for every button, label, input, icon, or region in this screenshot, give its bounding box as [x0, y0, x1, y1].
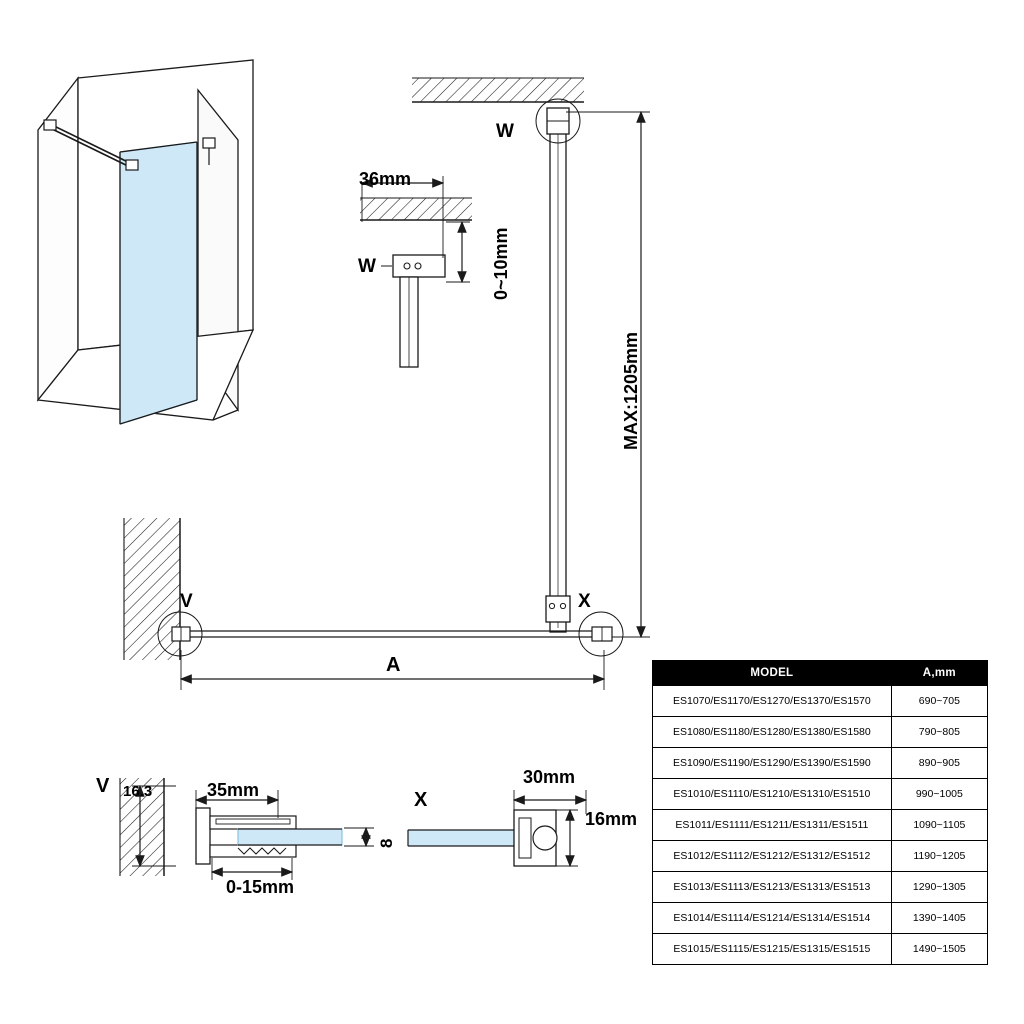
x-section-detail — [408, 790, 586, 866]
table-header-a: A,mm — [891, 661, 987, 686]
table-row — [653, 810, 988, 841]
table-cell-model: ES1011/ES1111/ES1211/ES1311/ES1511 — [653, 810, 892, 841]
table-cell-model: ES1010/ES1110/ES1210/ES1310/ES1510 — [653, 779, 892, 810]
table-cell-model: ES1070/ES1170/ES1270/ES1370/ES1570 — [653, 686, 892, 717]
dim-bar-length: 36mm — [359, 169, 412, 189]
table-cell-a: 1290~1305 — [891, 872, 987, 903]
dim-profile-height: 16.3 — [123, 783, 153, 800]
table-header-model: MODEL — [653, 661, 892, 686]
table-cell-a: 890~905 — [891, 748, 987, 779]
table-cell-model: ES1080/ES1180/ES1280/ES1380/ES1580 — [653, 717, 892, 748]
table-row — [653, 686, 988, 717]
table-row — [653, 779, 988, 810]
dim-glass-thickness: 8 — [377, 838, 396, 848]
table-cell-a: 990~1005 — [891, 779, 987, 810]
table-cell-model: ES1012/ES1112/ES1212/ES1312/ES1512 — [653, 841, 892, 872]
table-row — [653, 903, 988, 934]
dim-wall-adjust: 0-15mm — [226, 877, 295, 897]
dim-a: A — [386, 654, 401, 676]
table-cell-a: 1390~1405 — [891, 903, 987, 934]
table-header-row — [653, 661, 988, 686]
dim-end-profile-width: 30mm — [523, 767, 576, 787]
w-detail-view — [360, 176, 472, 367]
label-v-section: V — [96, 775, 110, 797]
table-cell-model: ES1013/ES1113/ES1213/ES1313/ES1513 — [653, 872, 892, 903]
dim-max-height: MAX:1205mm — [621, 331, 641, 450]
table-row — [653, 872, 988, 903]
model-dimension-table — [652, 660, 988, 965]
table-row — [653, 934, 988, 965]
table-cell-a: 1190~1205 — [891, 841, 987, 872]
label-x-section: X — [414, 789, 428, 811]
dim-profile-width: 35mm — [207, 780, 260, 800]
label-w-elevation: W — [496, 121, 514, 142]
label-w-detail: W — [358, 256, 376, 277]
dim-bar-adjust: 0~10mm — [491, 227, 511, 300]
table-row — [653, 717, 988, 748]
table-cell-model: ES1014/ES1114/ES1214/ES1314/ES1514 — [653, 903, 892, 934]
table-cell-model: ES1090/ES1190/ES1290/ES1390/ES1590 — [653, 748, 892, 779]
table-row — [653, 841, 988, 872]
isometric-view — [38, 60, 253, 424]
table-cell-a: 1090~1105 — [891, 810, 987, 841]
table-row — [653, 748, 988, 779]
table-cell-a: 790~805 — [891, 717, 987, 748]
label-x-plan: X — [578, 591, 591, 612]
table-cell-a: 690~705 — [891, 686, 987, 717]
table-cell-model: ES1015/ES1115/ES1215/ES1315/ES1515 — [653, 934, 892, 965]
dim-end-profile-depth: 16mm — [585, 809, 638, 829]
table-cell-a: 1490~1505 — [891, 934, 987, 965]
label-v-plan: V — [180, 591, 193, 612]
